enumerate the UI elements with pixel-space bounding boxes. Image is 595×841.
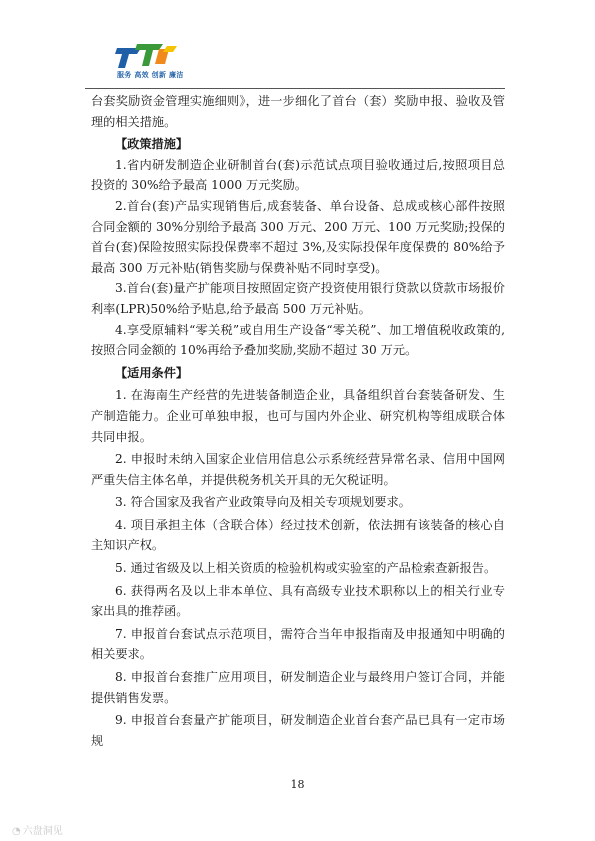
watermark-icon: ◔ xyxy=(12,826,21,837)
condition-item-9: 9. 申报首台套量产扩能项目，研发制造企业首台套产品已具有一定市场规 xyxy=(91,713,505,748)
page-header xyxy=(0,0,595,95)
logo-tagline: 服务 高效 创新 廉洁 xyxy=(117,71,184,79)
document-body xyxy=(91,91,505,751)
policy-item-1: 1.省内研发制造企业研制首台(套)示范试点项目验收通过后,按照项目总投资的 30%给予最高 1000 万元奖励。 xyxy=(91,157,505,193)
condition-item-2: 2. 申报时未纳入国家企业信用信息公示系统经营异常名录、信用中国网严重失信主体名单，并提供税务机关开具的无欠税证明。 xyxy=(91,452,505,487)
condition-item-6: 6. 获得两名及以上非本单位、具有高级专业技术职称以上的相关行业专家出具的推荐函。 xyxy=(91,583,505,619)
organization-logo xyxy=(107,40,197,88)
condition-item-1: 1. 在海南生产经营的先进装备制造企业，具备组织首台套装备研发、生产制造能力。企业可单独申报，也可与国内外企业、研究机构等组成联合体共同申报。 xyxy=(91,388,505,444)
watermark xyxy=(12,822,63,837)
header-divider xyxy=(85,88,505,89)
policy-item-2: 2.首台(套)产品实现销售后,成套装备、单台设备、总成或核心部件按照合同金额的 30%分别给予最高 300 万元、200 万元、100 万元奖励;投保的首台(套)保险按照实际投保费率不超过 3%,及实际投保年度保费的 80%给予最高 300 万元补贴(销售奖励与保费补贴不同时享受)。 xyxy=(91,198,505,275)
condition-item-3: 3. 符合国家及我省产业政策导向及相关专项规划要求。 xyxy=(115,495,411,510)
policy-item-3: 3.首台(套)量产扩能项目按照固定资产投资使用银行贷款以贷款市场报价利率(LPR)50%给予贴息,给予最高 500 万元补贴。 xyxy=(91,281,505,316)
watermark-text: 六盘洞见 xyxy=(22,826,63,837)
policy-item-4: 4.享受原辅料“零关税”或自用生产设备“零关税”、加工增值税收政策的,按照合同金额的 10%再给予叠加奖励,奖励不超过 30 万元。 xyxy=(91,322,505,358)
page-number: 18 xyxy=(290,778,305,791)
condition-item-7: 7. 申报首台套试点示范项目，需符合当年申报指南及申报通知中明确的相关要求。 xyxy=(91,626,505,662)
intro-paragraph: 台套奖励资金管理实施细则》，进一步细化了首台（套）奖励申报、验收及管理的相关措施。 xyxy=(91,94,505,129)
policy-heading: 【政策措施】 xyxy=(115,137,189,152)
condition-item-4: 4. 项目承担主体（含联合体）经过技术创新，依法拥有该装备的核心自主知识产权。 xyxy=(91,517,505,553)
condition-item-8: 8. 申报首台套推广应用项目，研发制造企业与最终用户签订合同，并能提供销售发票。 xyxy=(91,670,505,705)
condition-item-5: 5. 通过省级及以上相关资质的检验机构或实验室的产品检索查新报告。 xyxy=(115,561,497,576)
conditions-heading: 【适用条件】 xyxy=(115,365,189,380)
